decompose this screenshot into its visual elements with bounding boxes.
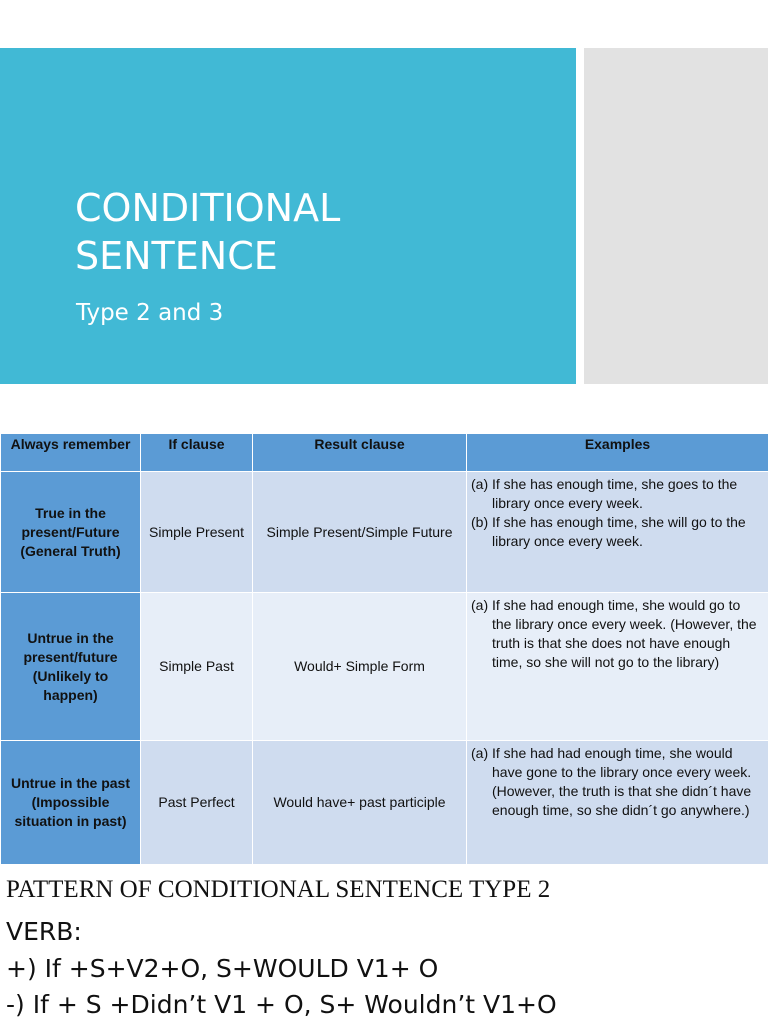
header-examples: Examples <box>467 434 768 472</box>
example-item <box>471 596 762 672</box>
example-marker: (a) <box>471 476 489 492</box>
header-result-clause: Result clause <box>253 434 467 472</box>
remember-cell: True in the present/Future (General Truth) <box>1 472 141 593</box>
side-panel <box>584 48 768 384</box>
table-row <box>1 472 768 593</box>
if-clause-cell: Simple Past <box>141 593 253 741</box>
example-marker: (b) <box>471 514 489 530</box>
example-text: If she has enough time, she will go to the library once every week. <box>492 514 746 549</box>
table-row <box>1 741 768 865</box>
verb-label: VERB: <box>6 917 82 946</box>
examples-cell <box>467 472 768 593</box>
result-clause-cell: Simple Present/Simple Future <box>253 472 467 593</box>
example-marker: (a) <box>471 597 489 613</box>
conditional-table <box>0 433 768 865</box>
remember-cell: Untrue in the past (Impossible situation in past) <box>1 741 141 865</box>
positive-pattern: +) If +S+V2+O, S+WOULD V1+ O <box>6 954 439 983</box>
pattern-title: PATTERN OF CONDITIONAL SENTENCE TYPE 2 <box>6 876 551 903</box>
examples-cell <box>467 593 768 741</box>
negative-pattern: -) If + S +Didn’t V1 + O, S+ Wouldn’t V1+O <box>6 990 557 1019</box>
result-clause-cell: Would+ Simple Form <box>253 593 467 741</box>
header-if-clause: If clause <box>141 434 253 472</box>
example-text: If she has enough time, she goes to the library once every week. <box>492 476 738 511</box>
examples-cell <box>467 741 768 865</box>
example-marker: (a) <box>471 745 489 761</box>
remember-cell: Untrue in the present/future (Unlikely to happen) <box>1 593 141 741</box>
example-text: If she had enough time, she would go to the library once every week. (However, the truth is that she does not have enough time, so she will not go to the library) <box>492 597 757 670</box>
table-row <box>1 593 768 741</box>
if-clause-cell: Past Perfect <box>141 741 253 865</box>
example-text: If she had had enough time, she would have gone to the library once every week. (However, the truth is that she didn´t have enough time, so she didn´t go anywhere.) <box>492 745 752 818</box>
slide-title-line-1: CONDITIONAL <box>75 186 341 230</box>
example-item <box>471 513 762 551</box>
slide-title-line-2: SENTENCE <box>75 234 278 278</box>
slide-subtitle: Type 2 and 3 <box>76 300 224 326</box>
table-header-row <box>1 434 768 472</box>
header-always-remember: Always remember <box>1 434 141 472</box>
if-clause-cell: Simple Present <box>141 472 253 593</box>
example-item <box>471 744 762 820</box>
example-item <box>471 475 762 513</box>
slide-title <box>75 184 555 280</box>
result-clause-cell: Would have+ past participle <box>253 741 467 865</box>
